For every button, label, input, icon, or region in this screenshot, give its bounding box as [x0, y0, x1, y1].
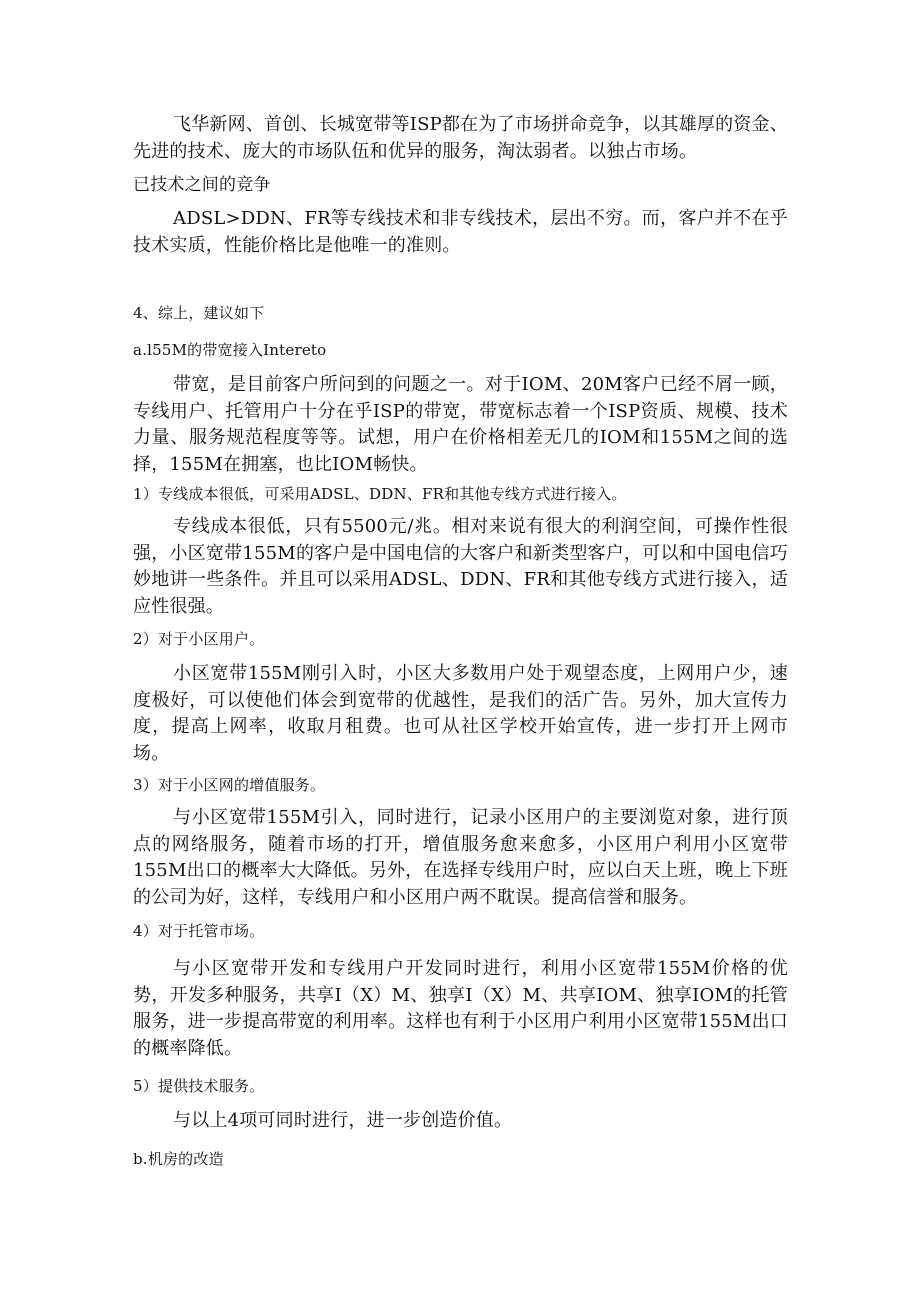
list-item-1: 1）专线成本很低，可采用ADSL、DDN、FR和其他专线方式进行接入。	[133, 485, 627, 503]
paragraph-hosting: 与小区宽带开发和专线用户开发同时进行，利用小区宽带155M价格的优势，开发多种服务，共享I（X）M、独享I（X）M、共享IOM、独享IOM的托管服务，进一步提高带宽的利用率。这样也有利于小区用户利用小区宽带155M出口的概率降低。	[133, 958, 788, 1059]
paragraph-value-added: 与小区宽带155M引入，同时进行，记录小区用户的主要浏览对象，进行顶点的网络服务，随着市场的打开，增值服务愈来愈多，小区用户利用小区宽带155M出口的概率大大降低。另外，在选择专线用户时，应以白天上班，晚上下班的公司为好，这样，专线用户和小区用户两不耽误。提高信誉和服务。	[133, 807, 788, 908]
list-item-4: 4）对于托管市场。	[133, 922, 265, 940]
paragraph-community-users: 小区宽带155M刚引入时，小区大多数用户处于观望态度，上网用户少，速度极好，可以使他们体会到宽带的优越性，是我们的活广告。另外，加大宣传力度，提高上网率，收取月租费。也可从社区学校开始宣传，进一步打开上网市场。	[133, 663, 788, 764]
heading-summary-suggestions: 4、综上，建议如下	[133, 304, 265, 322]
list-item-3: 3）对于小区网的增值服务。	[133, 776, 326, 794]
heading-tech-competition: 已技术之间的竞争	[133, 175, 271, 195]
paragraph-bandwidth: 带宽，是目前客户所问到的问题之一。对于IOM、20M客户已经不屑一顾，专线用户、托管用户十分在乎ISP的带宽，带宽标志着一个ISP资质、规模、技术力量、服务规范程度等等。试想，用户在价格相差无几的IOM和155M之间的选择，155M在拥塞，也比IOM畅快。	[133, 374, 788, 475]
paragraph-isp-competition: 飞华新网、首创、长城宽带等ISP都在为了市场拼命竞争，以其雄厚的资金、先进的技术、庞大的市场队伍和优异的服务，淘汰弱者。以独占市场。	[133, 114, 788, 162]
list-item-2: 2）对于小区用户。	[133, 630, 265, 648]
heading-bandwidth-access: a.l55M的带宽接入Intereto	[133, 341, 327, 359]
list-item-5: 5）提供技术服务。	[133, 1077, 265, 1095]
heading-server-room: b.机房的改造	[133, 1150, 224, 1168]
paragraph-tech-competition: ADSL>DDN、FR等专线技术和非专线技术，层出不穷。而，客户并不在乎技术实质，性能价格比是他唯一的准则。	[133, 208, 788, 256]
paragraph-dedicated-line: 专线成本很低，只有5500元/兆。相对来说有很大的利润空间，可操作性很强，小区宽带155M的客户是中国电信的大客户和新类型客户，可以和中国电信巧妙地讲一些条件。并且可以采用ADSL、DDN、FR和其他专线方式进行接入，适应性很强。	[133, 516, 788, 617]
paragraph-tech-service: 与以上4项可同时进行，进一步创造价值。	[173, 1110, 513, 1131]
